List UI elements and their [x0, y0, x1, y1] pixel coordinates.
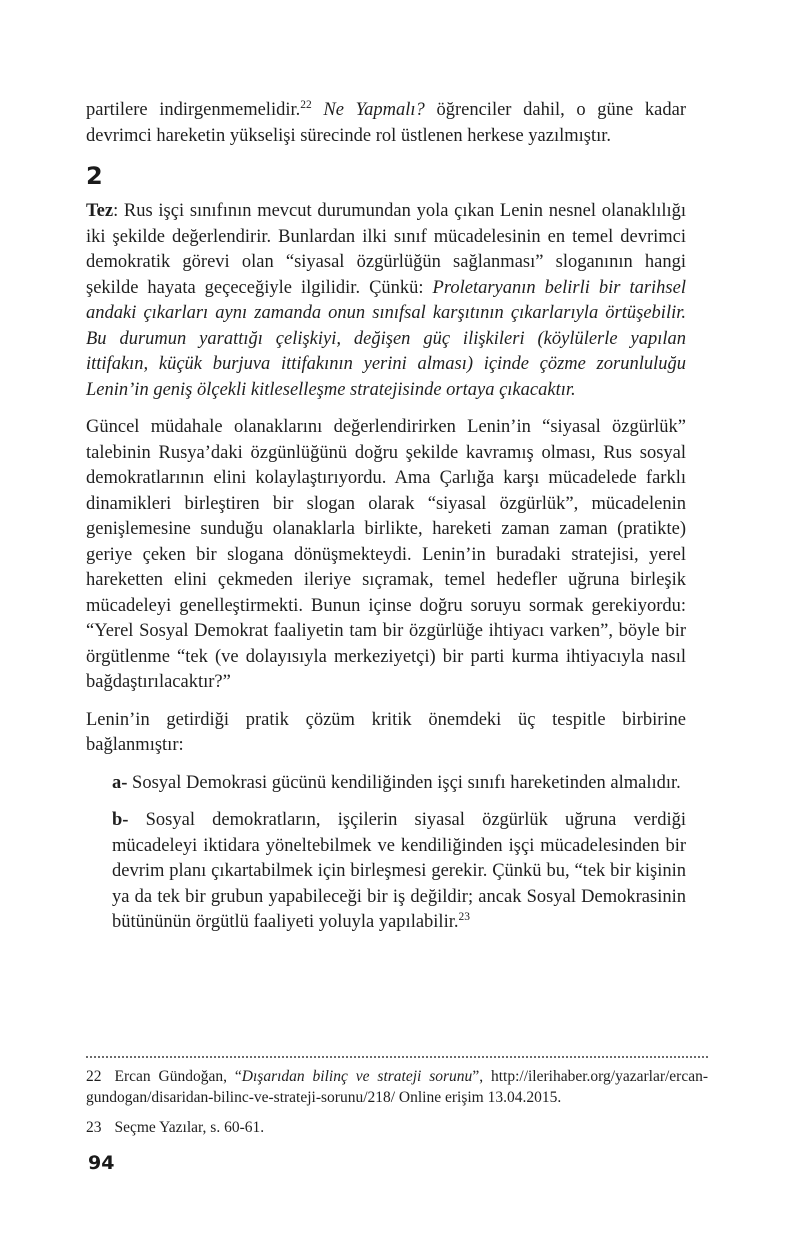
page-number: 94 — [88, 1152, 115, 1174]
footnote-number: 22 — [86, 1068, 102, 1085]
footnote-ref: 22 — [300, 98, 312, 111]
paragraph-lenin-cozum: Lenin’in getirdiği pratik çözüm kritik önemdeki üç tespitle birbirine bağlanmıştır: — [86, 709, 686, 755]
list-item-a: a- Sosyal Demokrasi gücünü kendiliğinden işçi sınıfı hareketinden almalıdır. — [112, 772, 681, 793]
paragraph-guncel: Güncel müdahale olanaklarını değerlendirirken Lenin’in “siyasal özgürlük” talebinin Rusya’daki özgünlüğünü doğru şekilde kavramış olması, Rus sosyal demokratlarının elini kolaylaştırıyordu. Ama Çarlığa karşı mücadelede farklı dinamikleri birleştiren bir slogan olarak “siyasal özgürlük”, mücadelenin genişlemesine sunduğu olanaklarla birlikte, hareketi zaman zaman (pratikte) geriye çeken bir slogana dönüşmekteydi. Lenin’in buradaki stratejisi, yerel hareketten elini çekmeden ileriye sıçramak, temel hedefler uğruna birleşik mücadeleyi genelleştirmekti. Bunun içinse doğru soruyu sormak gerekiyordu: “Yerel Sosyal Demokrat faaliyetin tam bir özgürlüğe ihtiyacı varken”, böyle bir örgütlenme “tek (ve dolayısıyla merkeziyetçi) bir parti kurma ihtiyacıyla nasıl bağdaştırılacaktır?” — [86, 417, 686, 692]
paragraph-tez: Tez: Rus işçi sınıfının mevcut durumundan yola çıkan Lenin nesnel olanaklılığı iki şekilde değerlendirir. Bunlardan ilki sınıf mücadelesinin en temel devrimci demokratik görevi olan “siyasal özgürlüğün sağlanması” sloganının hangi şekilde hayata geçeceğiyle ilgilidir. Çünkü: Proletaryanın belirli bir tarihsel andaki çıkarları aynı zamanda onun sınıfsal karşıtının çıkarlarıyla örtüşebilir. Bu durumun yarattığı çelişkiyi, değişen güç ilişkileri (köylülerle yapılan ittifakın, küçük burjuva ittifakının yerini alması) içinde çözme zorunluluğu Lenin’in geniş ölçekli kitleselleşme stratejisinde ortaya çıkacaktır. — [86, 201, 686, 400]
footnote-23 — [86, 1117, 708, 1138]
footnotes-section — [86, 1056, 708, 1147]
footnote-text: Seçme Yazılar, s. 60-61. — [114, 1119, 265, 1136]
footnote-text: Ercan Gündoğan, “Dışarıdan bilinç ve strateji sorunu”, http://ilerihaber.org/yazarlar/ercan-gundogan/disaridan-bilinc-ve-strateji-sorunu/218/ Online erişim 13.04.2015. — [86, 1068, 709, 1106]
footnote-divider — [86, 1056, 708, 1058]
section-number-heading: 2 — [86, 162, 103, 190]
list-item-b: b- Sosyal demokratların, işçilerin siyasal özgürlük uğruna verdiği mücadeleyi iktidara yöneltebilmek ve kendiliğinden işçi mücadelesinden bir devrim planı çıkartabilmek için birleşmesi gerekir. Çünkü bu, “tek bir kişinin ya da tek bir grubun yapabileceği bir iş değildir; ancak Sosyal Demokrasinin bütününün örgütlü faaliyeti yoluyla yapılabilir.$^{23}$ — [112, 810, 686, 932]
footnote-ref: 23 — [458, 910, 470, 923]
page-text-column — [86, 98, 686, 948]
footnote-number: 23 — [86, 1119, 102, 1136]
footnote-22 — [86, 1066, 708, 1108]
paragraph-intro: partilere indirgenmemelidir.$^{22}$ Ne Yapmalı? öğrenciler dahil, o güne kadar devrimci hareketin yükselişi sürecinde rol üstlenen herkese yazılmıştır. — [86, 98, 686, 146]
